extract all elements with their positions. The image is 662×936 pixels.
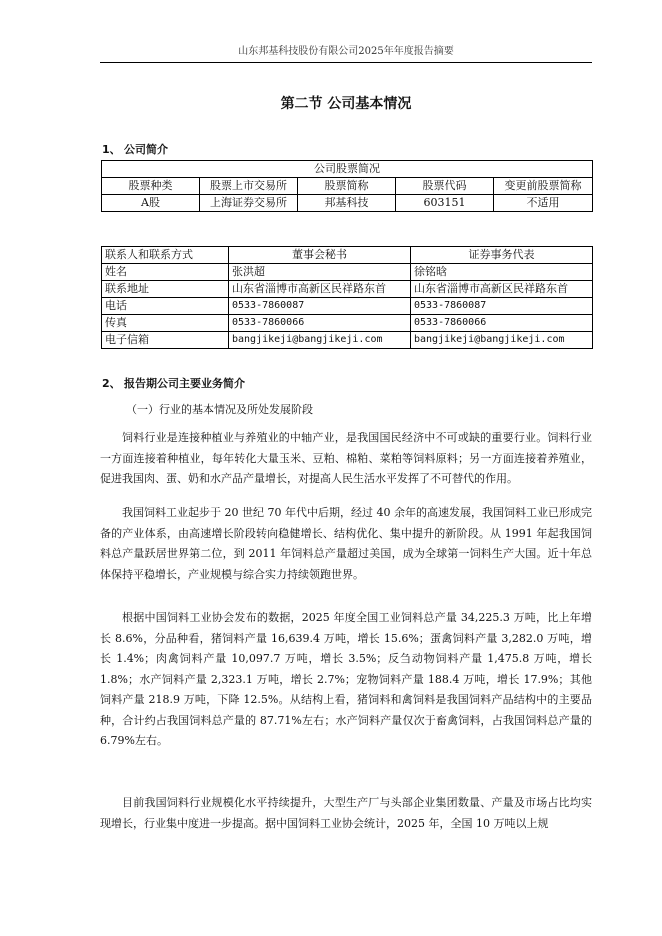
table-row <box>102 264 593 281</box>
table-cell: 张洪超 <box>229 264 411 281</box>
table-cell: 0533-7860066 <box>411 315 593 332</box>
table-cell: 603151 <box>396 195 494 212</box>
heading-number: 1、 <box>102 143 121 156</box>
table-header-row <box>102 247 593 264</box>
email-link[interactable]: bangjikeji@bangjikeji.com <box>411 332 593 349</box>
table-cell: 山东省淄博市高新区民祥路东首 <box>229 281 411 298</box>
heading-text: 公司简介 <box>124 143 168 156</box>
table-row <box>102 195 593 212</box>
table-cell: A股 <box>102 195 200 212</box>
table-header-cell: 股票上市交易所 <box>200 178 298 195</box>
contact-info-table <box>101 246 593 349</box>
paragraph: 目前我国饲料行业规模化水平持续提升，大型生产厂与头部企业集团数量、产量及市场占比均实现增长，行业集中度进一步提高。据中国饲料工业协会统计，2025 年，全国 10 万吨以上规 <box>100 796 592 830</box>
table-cell: 传真 <box>102 315 229 332</box>
table-header-cell: 股票代码 <box>396 178 494 195</box>
table-header-cell: 证券事务代表 <box>411 247 593 264</box>
stock-info-table <box>101 160 593 212</box>
company-intro-heading <box>102 142 168 158</box>
heading-number: 2、 <box>102 377 121 390</box>
email-link[interactable]: bangjikeji@bangjikeji.com <box>229 332 411 349</box>
table-cell: 0533-7860066 <box>229 315 411 332</box>
table-row <box>102 298 593 315</box>
table-cell: 邦基科技 <box>298 195 396 212</box>
section-title: 第二节 公司基本情况 <box>280 96 412 112</box>
table-cell: 姓名 <box>102 264 229 281</box>
table-cell: 0533-7860087 <box>229 298 411 315</box>
table-row <box>102 315 593 332</box>
table-header-cell: 董事会秘书 <box>229 247 411 264</box>
heading-text: 报告期公司主要业务简介 <box>124 377 245 390</box>
table-header-cell: 股票种类 <box>102 178 200 195</box>
table-cell: 0533-7860087 <box>411 298 593 315</box>
table-cell: 电子信箱 <box>102 332 229 349</box>
table-row <box>102 281 593 298</box>
table-header-row <box>102 178 593 195</box>
page-header: 山东邦基科技股份有限公司2025年年度报告摘要 <box>238 46 454 57</box>
table-cell: 上海证券交易所 <box>200 195 298 212</box>
table-header-cell: 变更前股票简称 <box>494 178 593 195</box>
table-header-cell: 股票简称 <box>298 178 396 195</box>
business-intro-heading <box>102 376 245 392</box>
table-cell: 不适用 <box>494 195 593 212</box>
table-header-cell: 联系人和联系方式 <box>102 247 229 264</box>
table-row <box>102 332 593 349</box>
paragraph: 饲料行业是连接种植业与养殖业的中轴产业，是我国国民经济中不可或缺的重要行业。饲料行业一方面连接着种植业，每年转化大量玉米、豆粕、棉粕、菜粕等饲料原料；另一方面连接着养殖业，促进我国肉、蛋、奶和水产品产量增长，对提高人民生活水平发挥了不可替代的作用。 <box>100 431 592 485</box>
paragraph: 我国饲料工业起步于 20 世纪 70 年代中后期，经过 40 余年的高速发展，我国饲料工业已形成完备的产业体系，由高速增长阶段转向稳健增长、结构优化、集中提升的新阶段。从 1991 年起我国饲料总产量跃居世界第二位，到 2011 年饲料总产量超过美国，成为全球第一饲料生产大国。近十年总体保持平稳增长，产业规模与综合实力持续领跑世界。 <box>100 506 592 581</box>
table-cell: 徐铭晗 <box>411 264 593 281</box>
subsection-heading: （一）行业的基本情况及所处发展阶段 <box>126 403 313 416</box>
stock-table-caption: 公司股票简况 <box>102 161 593 178</box>
table-cell: 联系地址 <box>102 281 229 298</box>
table-caption-row <box>102 161 593 178</box>
table-cell: 电话 <box>102 298 229 315</box>
paragraph: 根据中国饲料工业协会发布的数据，2025 年度全国工业饲料总产量 34,225.3 万吨，比上年增长 8.6%，分品种看，猪饲料产量 16,639.4 万吨，增长 15.6%；蛋禽饲料产量 3,282.0 万吨，增长 1.4%；肉禽饲料产量 10,097.7 万吨，增长 3.5%；反刍动物饲料产量 1,475.8 万吨，增长 1.8%；水产饲料产量 2,323.1 万吨，增长 2.7%；宠物饲料产量 188.4 万吨，增长 17.9%；其他饲料产量 218.9 万吨，下降 12.5%。从结构上看，猪饲料和禽饲料是我国饲料产品结构中的主要品种，合计约占我国饲料总产量的 87.71%左右；水产饲料产量仅次于畜禽饲料，占我国饲料总产量的 6.79%左右。 <box>100 611 592 747</box>
header-divider <box>100 62 592 63</box>
table-cell: 山东省淄博市高新区民祥路东首 <box>411 281 593 298</box>
